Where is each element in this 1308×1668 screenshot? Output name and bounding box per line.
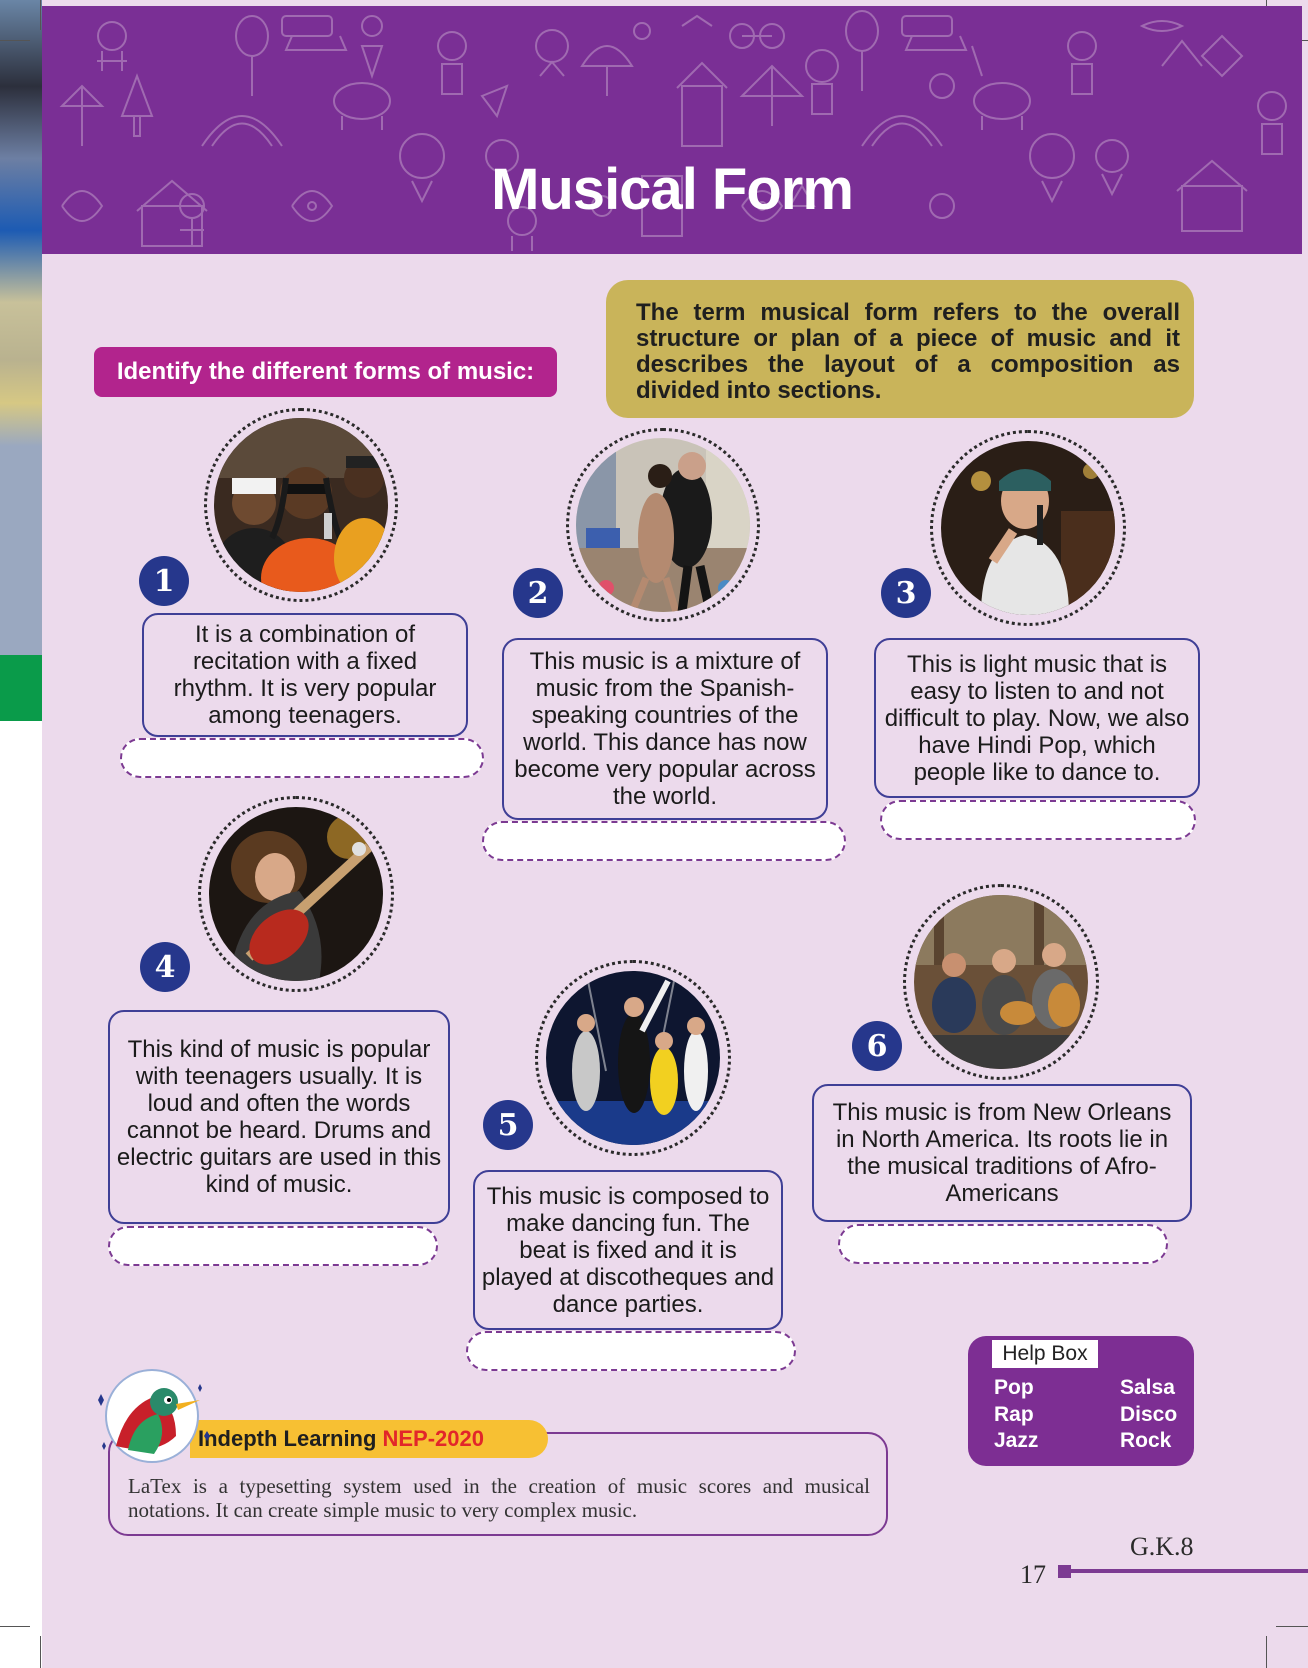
nep-label-highlight: NEP-2020 — [382, 1426, 484, 1451]
instruction-label: Identify the different forms of music: — [94, 347, 557, 397]
photo-disco-dancers — [546, 971, 720, 1145]
answer-field-2[interactable] — [482, 821, 846, 861]
page-title: Musical Form — [491, 157, 853, 222]
description-5: This music is composed to make dancing fun. The beat is fixed and it is played at discotheques and dance parties. — [473, 1170, 783, 1330]
answer-field-4[interactable] — [108, 1226, 438, 1266]
number-badge-1: 1 — [139, 556, 189, 606]
photo-jazz-band — [914, 895, 1088, 1069]
answer-field-6[interactable] — [838, 1224, 1168, 1264]
nep-text: LaTex is a typesetting system used in the creation of music scores and musical notations. It can create simple music to very complex music. — [128, 1474, 870, 1522]
help-word: Salsa — [1120, 1376, 1175, 1399]
description-1: It is a combination of recitation with a fixed rhythm. It is very popular among teenagers. — [142, 613, 468, 737]
photo-rap-artists — [214, 418, 388, 592]
photo-salsa-dancers — [576, 438, 750, 612]
help-box-label: Help Box — [992, 1340, 1098, 1368]
photo-rock-guitarist — [209, 807, 383, 981]
description-6: This music is from New Orleans in North America. Its roots lie in the musical traditions of Afro-Americans — [812, 1084, 1192, 1222]
number-badge-4: 4 — [140, 942, 190, 992]
number-badge-3: 3 — [881, 568, 931, 618]
description-3: This is light music that is easy to listen to and not difficult to play. Now, we also have Hindi Pop, which people like to dance to. — [874, 638, 1200, 798]
number-badge-6: 6 — [852, 1021, 902, 1071]
bird-mascot-icon — [92, 1366, 212, 1470]
description-4: This kind of music is popular with teenagers usually. It is loud and often the words cannot be heard. Drums and electric guitars are used in this kind of music. — [108, 1010, 450, 1224]
page-rule — [1062, 1569, 1308, 1573]
crop-mark — [40, 1636, 41, 1668]
help-word: Rap — [994, 1403, 1034, 1426]
definition-box: The term musical form refers to the overall structure or plan of a piece of music and it describes the layout of a composition as divided into sections. — [606, 280, 1194, 418]
help-box — [968, 1336, 1194, 1466]
answer-field-1[interactable] — [120, 738, 484, 778]
description-2: This music is a mixture of music from the Spanish-speaking countries of the world. This dance has now become very popular across the world. — [502, 638, 828, 820]
nep-label-text: Indepth Learning — [198, 1426, 377, 1451]
page-number: 17 — [1020, 1560, 1046, 1589]
crop-mark — [0, 40, 30, 41]
crop-mark — [1266, 1636, 1267, 1668]
crop-mark — [40, 0, 41, 30]
number-badge-2: 2 — [513, 568, 563, 618]
crop-mark — [0, 1626, 30, 1627]
adjacent-page-edge — [0, 0, 42, 720]
help-word: Pop — [994, 1376, 1034, 1399]
number-badge-5: 5 — [483, 1100, 533, 1150]
answer-field-3[interactable] — [880, 800, 1196, 840]
answer-field-5[interactable] — [466, 1331, 796, 1371]
help-word: Jazz — [994, 1429, 1039, 1452]
nep-label — [190, 1420, 548, 1458]
adjacent-page-green-tab — [0, 655, 42, 721]
book-code: G.K.8 — [1130, 1532, 1194, 1561]
help-word: Rock — [1120, 1429, 1172, 1452]
photo-pop-singer — [941, 441, 1115, 615]
help-word: Disco — [1120, 1403, 1178, 1426]
crop-mark — [1276, 1626, 1308, 1627]
header-banner — [42, 6, 1302, 254]
